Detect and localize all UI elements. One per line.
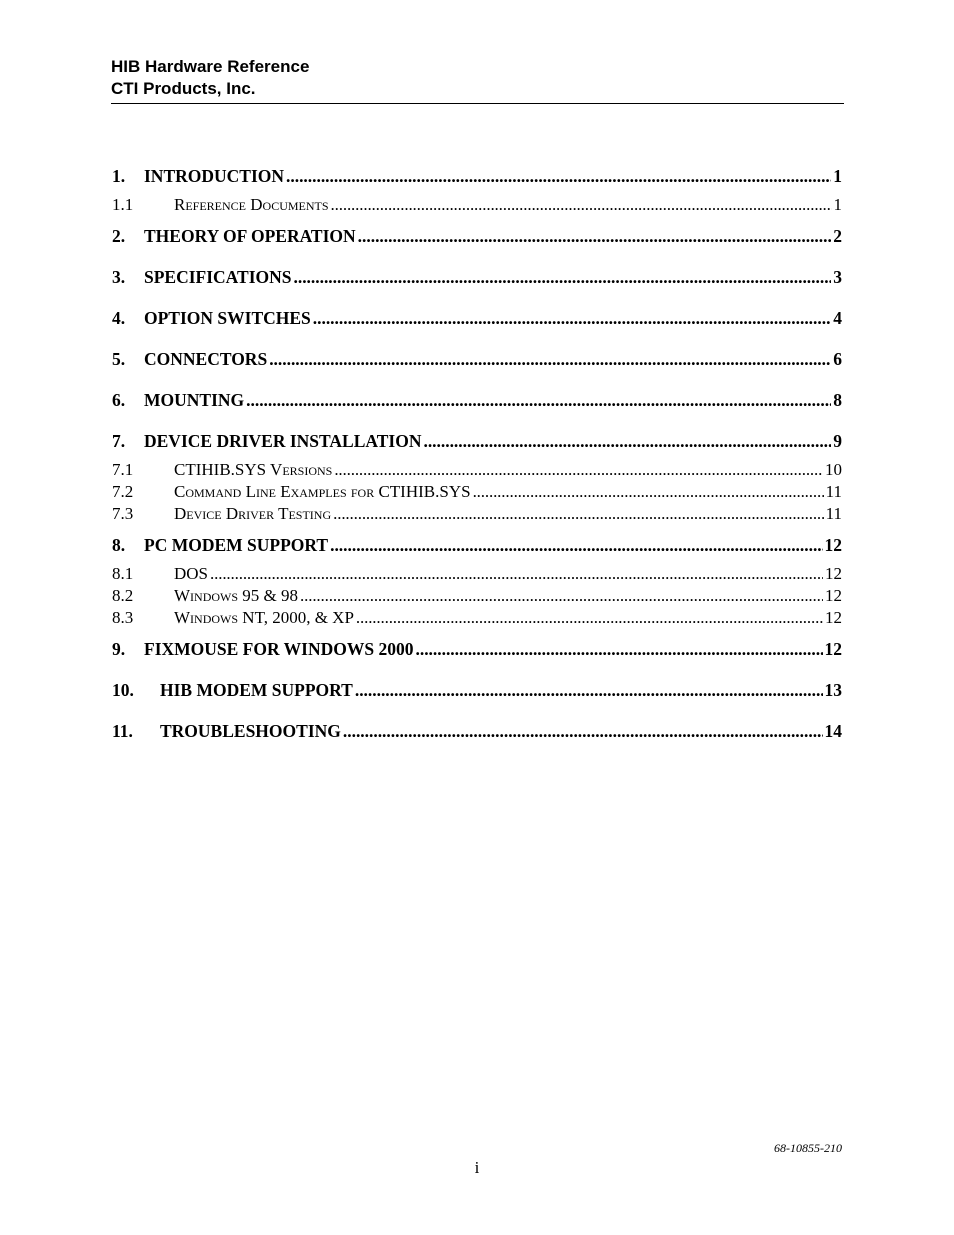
toc-entry-title: THEORY OF OPERATION <box>144 226 356 246</box>
toc-entry-title: HIB MODEM SUPPORT <box>160 680 353 700</box>
toc-dot-leader <box>423 429 831 453</box>
toc-entry-title: Reference Documents <box>174 195 329 214</box>
toc-dot-leader <box>330 533 822 557</box>
toc-entry-page: 12 <box>825 608 842 627</box>
toc-entry-page: 12 <box>825 586 842 605</box>
toc-entry-page: 2 <box>833 226 842 246</box>
toc-entry-title: DEVICE DRIVER INSTALLATION <box>144 431 422 451</box>
toc-entry-number: 7.3 <box>112 504 134 523</box>
toc-entry-page: 1 <box>833 195 842 214</box>
page-number: i <box>474 1158 480 1177</box>
toc-entry-number: 8. <box>112 535 126 555</box>
toc-entry-number: 3. <box>112 267 126 287</box>
toc-entry-page: 13 <box>824 680 842 700</box>
toc-entry-title: OPTION SWITCHES <box>144 308 311 328</box>
toc-entry[interactable] <box>112 194 842 216</box>
toc-dot-leader <box>334 459 823 481</box>
toc-dot-leader <box>358 224 832 248</box>
toc-entry-number: 2. <box>112 226 126 246</box>
toc-entry-page: 12 <box>824 639 842 659</box>
toc-dot-leader <box>331 194 832 216</box>
toc-entry-page: 10 <box>825 460 842 479</box>
toc-entry[interactable] <box>112 388 842 412</box>
toc-entry[interactable] <box>112 429 842 453</box>
toc-entry-title: SPECIFICATIONS <box>144 267 292 287</box>
toc-entry-title: Command Line Examples for CTIHIB.SYS <box>174 482 471 501</box>
toc-dot-leader <box>333 503 824 525</box>
toc-entry-page: 6 <box>833 349 842 369</box>
toc-entry-number: 11. <box>112 721 133 741</box>
toc-entry-number: 4. <box>112 308 126 328</box>
toc-dot-leader <box>210 563 823 585</box>
toc-entry[interactable] <box>112 347 842 371</box>
toc-entry[interactable] <box>112 265 842 289</box>
toc-entry-title: MOUNTING <box>144 390 245 410</box>
toc-dot-leader <box>356 607 823 629</box>
toc-entry-title: CONNECTORS <box>144 349 268 369</box>
toc-entry-title: INTRODUCTION <box>144 166 285 186</box>
toc-dot-leader <box>269 347 831 371</box>
toc-entry-number: 8.3 <box>112 608 134 627</box>
toc-entry-number: 7.1 <box>112 460 134 479</box>
document-code: 68-10855-210 <box>774 1141 842 1155</box>
toc-dot-leader <box>343 719 823 743</box>
toc-entry[interactable] <box>112 459 842 481</box>
toc-entry-page: 11 <box>825 482 842 501</box>
toc-entry-number: 7. <box>112 431 126 451</box>
toc-entry-number: 6. <box>112 390 126 410</box>
toc-entry-title: CTIHIB.SYS Versions <box>174 460 333 479</box>
toc-entry[interactable] <box>112 306 842 330</box>
toc-entry-title: TROUBLESHOOTING <box>160 721 341 741</box>
toc-dot-leader <box>355 678 823 702</box>
toc-entry-number: 8.2 <box>112 586 134 605</box>
toc-entry[interactable] <box>112 637 842 661</box>
toc-entry[interactable] <box>112 224 842 248</box>
toc-entry-page: 14 <box>824 721 842 741</box>
toc-dot-leader <box>300 585 823 607</box>
toc-entry[interactable] <box>112 719 842 743</box>
toc-entry-title: Windows 95 & 98 <box>174 586 299 605</box>
toc-entry-page: 8 <box>833 390 842 410</box>
page-header <box>111 56 844 104</box>
toc-dot-leader <box>246 388 831 412</box>
toc-entry-title: Windows NT, 2000, & XP <box>174 608 354 627</box>
toc-entry-number: 8.1 <box>112 564 134 583</box>
toc-entry-page: 4 <box>833 308 842 328</box>
toc-dot-leader <box>294 265 832 289</box>
company-name: CTI Products, Inc. <box>111 79 256 98</box>
toc-entry-page: 12 <box>825 564 842 583</box>
toc-entry-page: 9 <box>833 431 842 451</box>
toc-entry-number: 9. <box>112 639 126 659</box>
toc-dot-leader <box>286 164 831 188</box>
toc-entry[interactable] <box>112 164 842 188</box>
toc-entry-number: 7.2 <box>112 482 134 501</box>
toc-dot-leader <box>473 481 824 503</box>
toc-entry-number: 10. <box>112 680 134 700</box>
toc-entry-page: 12 <box>824 535 842 555</box>
toc-entry-page: 1 <box>833 166 842 186</box>
toc-entry-number: 1. <box>112 166 126 186</box>
toc-entry-title: FIXMOUSE FOR WINDOWS 2000 <box>144 639 414 659</box>
toc-entry[interactable] <box>112 481 842 503</box>
document-title: HIB Hardware Reference <box>111 57 310 76</box>
toc-entry[interactable] <box>112 503 842 525</box>
toc-entry-number: 5. <box>112 349 126 369</box>
toc-dot-leader <box>313 306 831 330</box>
toc-entry-title: PC MODEM SUPPORT <box>144 535 329 555</box>
toc-entry-number: 1.1 <box>112 195 134 214</box>
toc-entry[interactable] <box>112 533 842 557</box>
toc-entry-page: 3 <box>833 267 842 287</box>
toc-entry-title: DOS <box>174 564 209 583</box>
table-of-contents <box>112 164 842 743</box>
toc-dot-leader <box>416 637 823 661</box>
toc-entry[interactable] <box>112 678 842 702</box>
toc-entry[interactable] <box>112 585 842 607</box>
toc-entry-page: 11 <box>825 504 842 523</box>
toc-entry[interactable] <box>112 607 842 629</box>
toc-entry-title: Device Driver Testing <box>174 504 332 523</box>
toc-entry[interactable] <box>112 563 842 585</box>
